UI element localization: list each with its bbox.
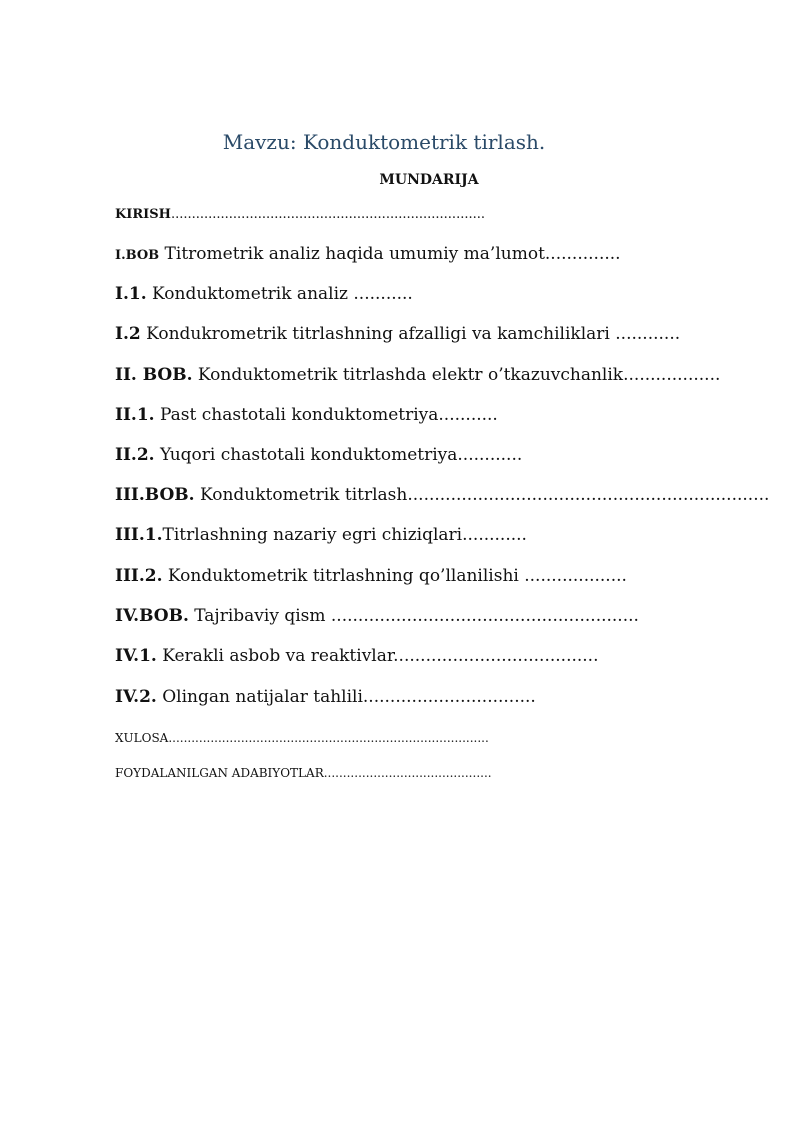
toc-entry-3-1 [115, 525, 527, 545]
toc-entry-4-2 [115, 687, 536, 707]
toc-text: XULOSA [115, 731, 169, 745]
toc-leader: ................................................................... [407, 485, 770, 505]
toc-text: Konduktometrik analiz [146, 284, 354, 304]
toc-number: III.BOB. [115, 485, 195, 505]
toc-entry-chapter-2 [115, 365, 720, 385]
toc-text: Titrlashning nazariy egri chiziqlari [162, 525, 463, 545]
toc-entry-2-2 [115, 445, 522, 465]
toc-leader: ........... [438, 405, 498, 425]
toc-text: Konduktometrik titrlashning qo’llanilishi [162, 566, 525, 586]
toc-leader: .................................................................................... [168, 731, 489, 745]
toc-entry-2-1 [115, 405, 498, 425]
toc-text: Kondukrometrik titrlashning afzalligi va kamchiliklari [140, 324, 616, 344]
toc-leader: ............................................................................ [170, 207, 485, 222]
toc-text: FOYDALANILGAN ADABIYOTLAR [115, 766, 324, 780]
toc-entry-1-2 [115, 324, 680, 344]
toc-leader: .................. [623, 365, 721, 385]
toc-text: Olingan natijalar tahlili [156, 687, 363, 707]
toc-entry-kirish [115, 207, 485, 222]
toc-text: Yuqori chastotali konduktometriya [154, 445, 458, 465]
toc-leader: ................... [524, 566, 627, 586]
toc-leader: ............ [615, 324, 681, 344]
toc-number: II. BOB. [115, 365, 193, 385]
toc-leader: ................................ [362, 687, 536, 707]
toc-leader: .............. [544, 244, 621, 264]
toc-number: IV.2. [115, 687, 157, 707]
toc-text: Kerakli asbob va reaktivlar [156, 646, 394, 666]
toc-text: Titrometrik analiz haqida umumiy ma’lumot [159, 244, 545, 264]
toc-number: KIRISH [115, 207, 171, 222]
document-title: Mavzu: Konduktometrik tirlash. [222, 130, 546, 154]
toc-entry-chapter-4 [115, 606, 639, 626]
toc-entry-4-1 [115, 646, 599, 666]
toc-leader: ............ [457, 445, 523, 465]
toc-number: III.2. [115, 566, 163, 586]
toc-leader: ........... [353, 284, 413, 304]
toc-leader: ............................................ [323, 766, 492, 780]
toc-number: I.2 [115, 324, 141, 344]
toc-entry-1-1 [115, 284, 413, 304]
toc-text: Tajribaviy qism [188, 606, 331, 626]
toc-entry-references [115, 766, 492, 780]
toc-leader: ...................................... [393, 646, 599, 666]
toc-number: IV.1. [115, 646, 157, 666]
toc-leader: ............ [462, 525, 527, 545]
toc-text: Past chastotali konduktometriya [154, 405, 439, 425]
toc-number: I.1. [115, 284, 147, 304]
toc-number: II.2. [115, 445, 155, 465]
toc-number: II.1. [115, 405, 155, 425]
toc-heading: MUNDARIJA [379, 172, 479, 188]
toc-text: Konduktometrik titrlashda elektr o’tkazuvchanlik [192, 365, 624, 385]
toc-number: I.BOB [115, 248, 160, 263]
toc-entry-chapter-3 [115, 485, 769, 505]
toc-leader: ......................................................... [330, 606, 639, 626]
toc-number: III.1. [115, 525, 163, 545]
toc-entry-chapter-1 [115, 244, 621, 264]
toc-text: Konduktometrik titrlash [194, 485, 408, 505]
toc-number: IV.BOB. [115, 606, 189, 626]
toc-entry-3-2 [115, 566, 627, 586]
toc-entry-xulosa [115, 731, 489, 745]
